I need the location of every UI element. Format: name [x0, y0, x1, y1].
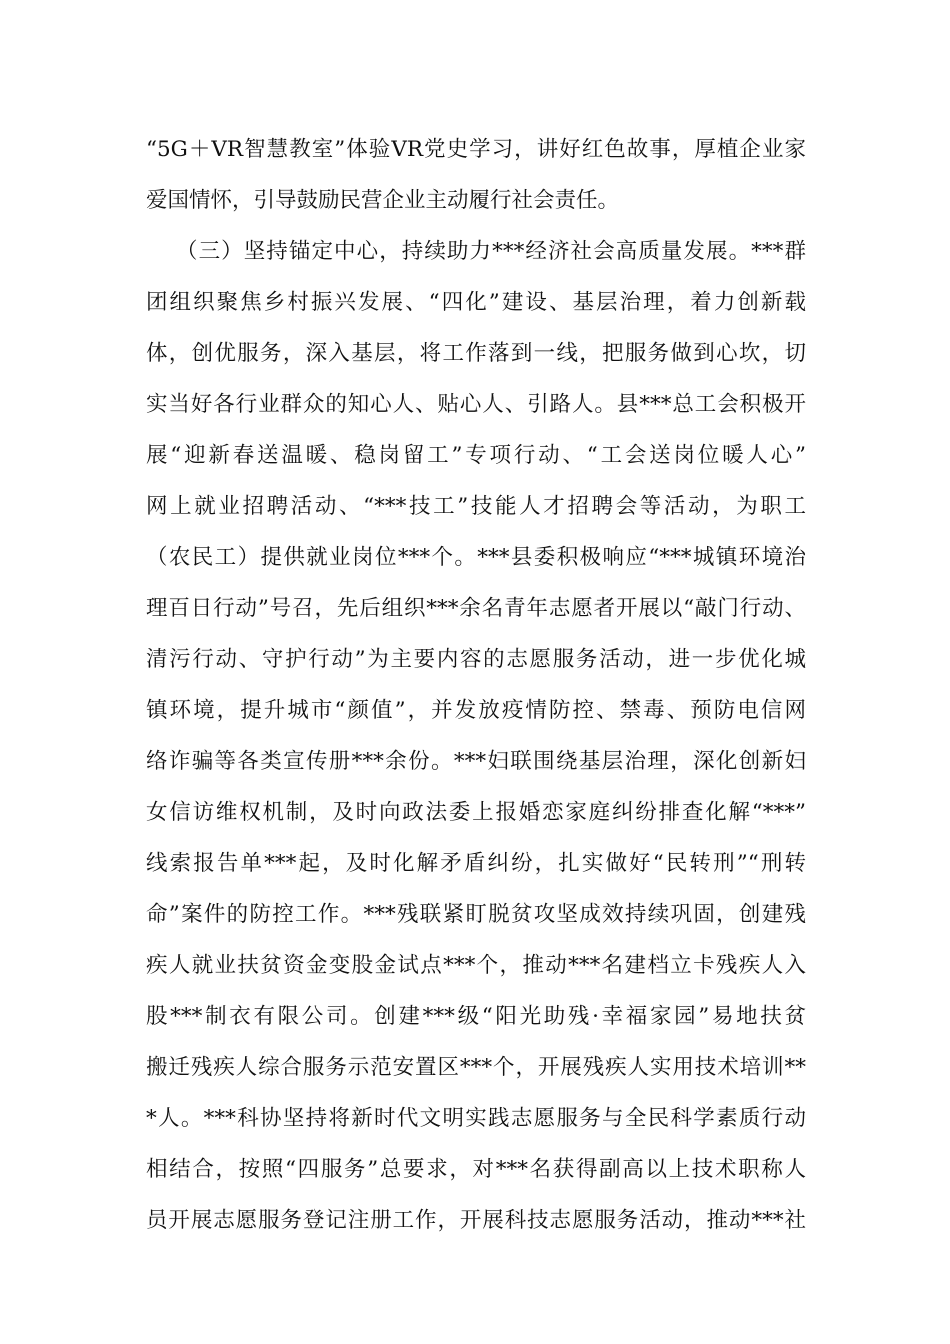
text-line: 相结合，按照“四服务”总要求，对***名获得副高以上技术职称人	[146, 1157, 806, 1182]
text-line: 疾人就业扶贫资金变股金试点***个，推动***名建档立卡残疾人入	[146, 953, 806, 978]
text-line: （农民工）提供就业岗位***个。***县委积极响应“***城镇环境治	[146, 545, 806, 570]
text-line: 理百日行动”号召，先后组织***余名青年志愿者开展以“敲门行动、	[146, 596, 806, 621]
text-line: 展“迎新春送温暖、稳岗留工”专项行动、“工会送岗位暖人心”	[146, 443, 806, 468]
text-line: “5G＋VR智慧教室”体验VR党史学习，讲好红色故事，厚植企业家	[146, 137, 806, 162]
text-line: 员开展志愿服务登记注册工作，开展科技志愿服务活动，推动***社	[146, 1208, 806, 1233]
text-line: 体，创优服务，深入基层，将工作落到一线，把服务做到心坎，切	[146, 341, 806, 366]
text-line: 股***制衣有限公司。创建***级“阳光助残·幸福家园”易地扶贫	[146, 1004, 806, 1029]
text-line: 络诈骗等各类宣传册***余份。***妇联围绕基层治理，深化创新妇	[146, 749, 806, 774]
text-line: 爱国情怀，引导鼓励民营企业主动履行社会责任。	[146, 188, 620, 213]
text-line: 镇环境，提升城市“颜值”，并发放疫情防控、禁毒、预防电信网	[146, 698, 806, 723]
text-line: *人。***科协坚持将新时代文明实践志愿服务与全民科学素质行动	[146, 1106, 806, 1131]
text-line: 网上就业招聘活动、“***技工”技能人才招聘会等活动，为职工	[146, 494, 806, 519]
text-line: 女信访维权机制，及时向政法委上报婚恋家庭纠纷排查化解“***”	[146, 800, 806, 825]
text-line: 实当好各行业群众的知心人、贴心人、引路人。县***总工会积极开	[146, 392, 806, 417]
text-line: 搬迁残疾人综合服务示范安置区***个，开展残疾人实用技术培训**	[146, 1055, 806, 1080]
text-line: 清污行动、守护行动”为主要内容的志愿服务活动，进一步优化城	[146, 647, 806, 672]
text-line: 线索报告单***起，及时化解矛盾纠纷，扎实做好“民转刑”“刑转	[146, 851, 806, 876]
text-line: 团组织聚焦乡村振兴发展、“四化”建设、基层治理，着力创新载	[146, 290, 806, 315]
text-line: 命”案件的防控工作。***残联紧盯脱贫攻坚成效持续巩固，创建残	[146, 902, 806, 927]
section-heading-line: （三）坚持锚定中心，持续助力***经济社会高质量发展。***群	[176, 239, 806, 264]
